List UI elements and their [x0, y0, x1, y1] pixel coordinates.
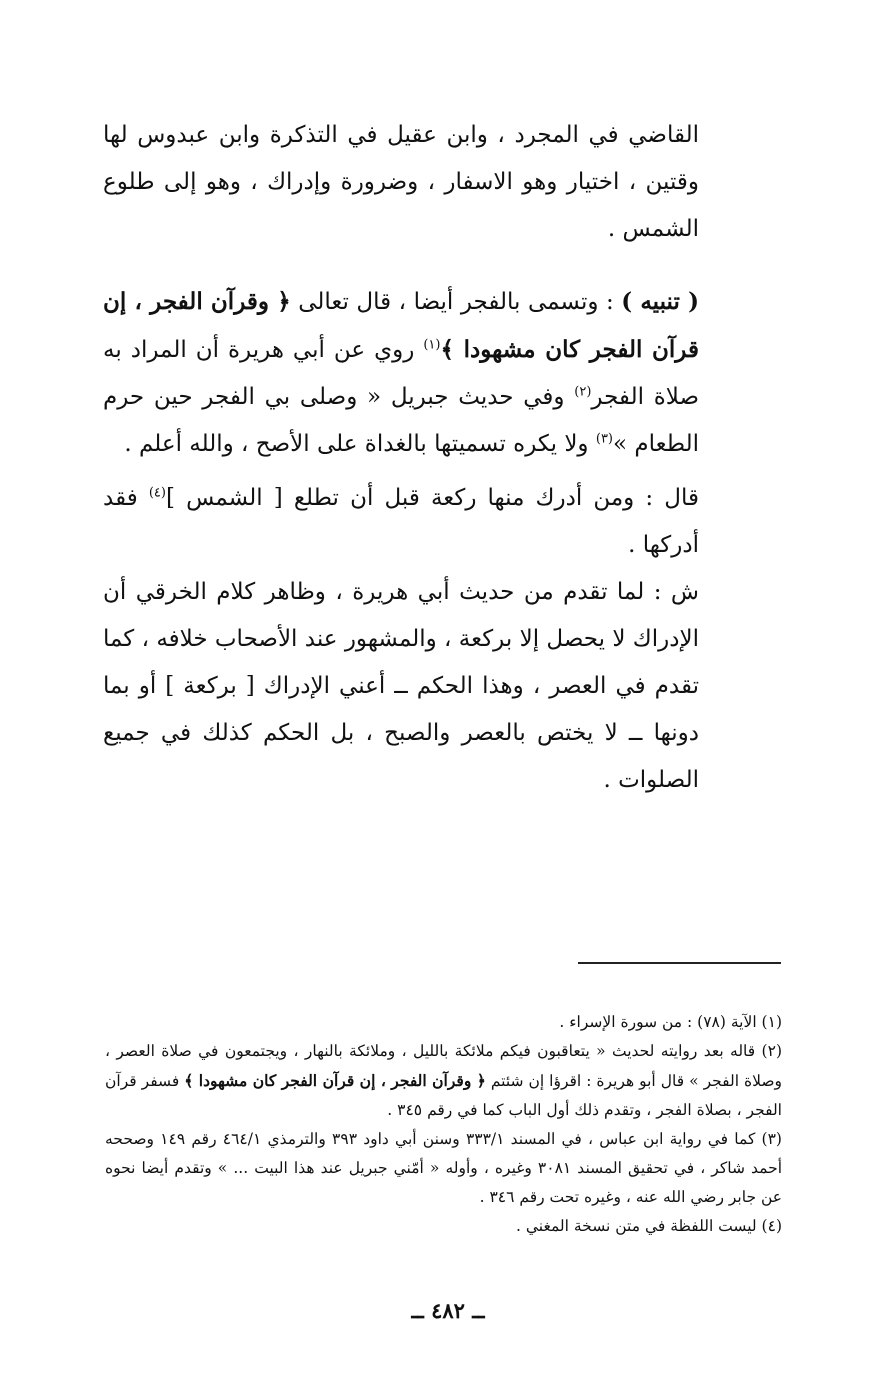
footnote-ref-2: (٢) [574, 384, 592, 400]
paragraph-2-text-2: روي عن أبي هريرة أن المراد به صلاة الفجر [103, 337, 699, 410]
main-text [103, 112, 699, 804]
footnote-ref-4: (٤) [148, 485, 166, 501]
footnote-ref-1: (١) [423, 337, 441, 353]
paragraph-3-text-1: قال : ومن أدرك منها ركعة قبل أن تطلع [ الشمس ] [165, 485, 700, 511]
paragraph-1 [103, 112, 699, 253]
paragraph-4-text: ش : لما تقدم من حديث أبي هريرة ، وظاهر كلام الخرقي أن الإدراك لا يحصل إلا بركعة ، والمشهور عند الأصحاب خلافه ، كما تقدم في العصر ، وهذا الحكم ــ أعني الإدراك [ بركعة ] أو بما دونها ــ لا يختص بالعصر والصبح ، بل الحكم كذلك في جميع الصلوات . [103, 579, 699, 793]
footnote-4 [105, 1212, 782, 1241]
footnotes [105, 1008, 782, 1241]
page-number: ــ ٤٨٢ ــ [411, 1298, 485, 1323]
footnote-2-text-2: فسفر قرآن الفجر ، بصلاة الفجر ، وتقدم ذلك أول الباب كما في رقم ٣٤٥ . [105, 1072, 782, 1119]
footnote-4-text: (٤) ليست اللفظة في متن نسخة المغني . [516, 1217, 782, 1235]
footnote-1-text: (١) الآية (٧٨) : من سورة الإسراء . [559, 1013, 782, 1031]
footnote-ref-3: (٣) [595, 431, 613, 447]
paragraph-4 [103, 569, 699, 804]
quran-verse: ﴿ وقرآن الفجر ، إن قرآن الفجر كان مشهودا ﴾ [103, 288, 699, 363]
paragraph-2-text-3: وفي حديث جبريل « وصلى بي الفجر حين حرم الطعام » [103, 384, 699, 457]
footnote-2-text-1: (٢) قاله بعد روايته لحديث « يتعاقبون فيكم ملائكة بالليل ، وملائكة بالنهار ، ويجتمعون في صلاة العصر ، وصلاة الفجر » قال أبو هريرة : اقرؤا إن شئتم [105, 1042, 782, 1090]
paragraph-1-text: القاضي في المجرد ، وابن عقيل في التذكرة وابن عبدوس لها وقتين ، اختيار وهو الاسفار ، وضرورة وإدراك ، وهو إلى طلوع الشمس . [103, 122, 699, 242]
paragraph-2 [103, 278, 699, 468]
footnote-divider [578, 962, 781, 964]
footnote-3 [105, 1125, 782, 1212]
footnote-1 [105, 1008, 782, 1037]
footnote-3-text: (٣) كما في رواية ابن عباس ، في المسند ٣٣٣/١ وسنن أبي داود ٣٩٣ والترمذي ٤٦٤/١ رقم ١٤٩ وصححه أحمد شاكر ، في تحقيق المسند ٣٠٨١ وغيره ، وأوله « أمّني جبريل عند هذا البيت ... » وتقدم أيضا نحوه عن جابر رضي الله عنه ، وغيره تحت رقم ٣٤٦ . [105, 1130, 782, 1206]
note-label: ( تنبيه ) [621, 288, 699, 315]
paragraph-3-text-2: فقد أدركها . [103, 485, 699, 558]
paragraph-2-text-1: : وتسمى بالفجر أيضا ، قال تعالى [290, 289, 622, 315]
paragraph-2-text-4: ولا يكره تسميتها بالغداة على الأصح ، والله أعلم . [124, 431, 596, 457]
paragraph-3 [103, 475, 699, 569]
footnote-2-quran: ﴿ وقرآن الفجر ، إن قرآن الفجر كان مشهودا ﴾ [184, 1071, 486, 1090]
footnote-2 [105, 1037, 782, 1125]
